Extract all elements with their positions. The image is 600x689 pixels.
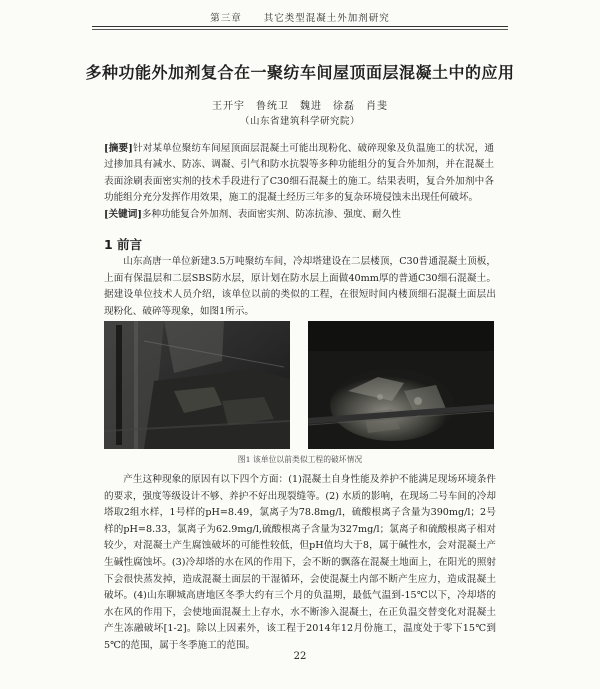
abstract-text: 针对某单位聚纺车间屋顶面层混凝土可能出现粉化、破碎现象及负温施工的状况，通过掺加具有减水、防冻、调凝、引气和防水抗裂等多种功能组分的复合外加剂，并在混凝土表面涂刷表面密实剂的技术手段进行了C30细石混凝土的施工。结果表明，复合外加剂中各功能组分充分发挥作用效果，施工的混凝土经历三年多的复杂环境侵蚀未出现任何破坏。 (104, 143, 494, 204)
photo-damage-left (104, 321, 290, 449)
header-rule (92, 26, 508, 27)
article-affiliation: （山东省建筑科学研究院） (239, 116, 360, 127)
section-heading: 1 前言 (104, 237, 143, 252)
paragraph-causes: 产生这种现象的原因有以下四个方面：(1)混凝土自身性能及养护不能满足现场环境条件的要求，强度等级设计不够、养护不好出现裂缝等。(2) 水质的影响，在现场二号车间的冷却塔取2组水样，1号样的pH=8.49，氯离子为78.8mg/l，硫酸根离子含量为390mg/l；2号样的pH=8.33，氯离子为62.9mg/l,硫酸根离子含量为327mg/l；氯离子和硫酸根离子相对较少，对混凝土产生腐蚀破坏的可能性较低，但pH值均大于8，属于碱性水，会对混凝土产生碱性腐蚀坏。(3)冷却塔的水在风的作用下，会不断的飘落在混凝土地面上，在阳光的照射下会很快蒸发掉，造成混凝土面层的干湿循环，会使混凝土内部不断产生应力，造成混凝土破坏。(4)山东聊城高唐地区冬季大约有三个月的负温期，最低气温到-15℃以下，冷却塔的水在风的作用下，会使地面混凝土上存水，水不断渗入混凝土，在正负温交替变化对混凝土产生冻融破坏[1-2]。除以上因素外，该工程于2014年12月份施工，温度处于零下15℃到5℃的范围，属于冬季施工的范围。 (104, 474, 496, 651)
keywords-label: [关键词] (104, 209, 142, 220)
abstract (104, 141, 494, 207)
header-chapter: 第三章 (210, 13, 242, 24)
article-authors: 王开宇 鲁统卫 魏进 徐磊 肖斐 (212, 101, 388, 112)
keywords (104, 207, 494, 222)
article-title: 多种功能外加剂复合在一聚纺车间屋顶面层混凝土中的应用 (85, 63, 515, 82)
abstract-label: [摘要] (104, 143, 133, 154)
header-section: 其它类型混凝土外加剂研究 (263, 13, 390, 24)
keywords-text: 多种功能复合外加剂、表面密实剂、防冻抗渗、强度、耐久性 (141, 209, 401, 220)
paragraph-intro: 山东高唐一单位新建3.5万吨聚纺车间，冷却塔建设在二层楼顶，C30普通混凝土顶板，上面有保温层和二层SBS防水层，原计划在防水层上面做40mm厚的普通C30细石混凝土。据建设单位技术人员介绍，该单位以前的类似的工程，在很短时间内楼顶细石混凝土面层出现粉化、破碎等现象，如图1所示。 (104, 256, 496, 317)
page-number: 22 (293, 651, 307, 662)
running-header (0, 10, 600, 24)
figure-caption: 图1 该单位以前类似工程的破坏情况 (237, 455, 363, 464)
photo-damage-right (308, 321, 494, 449)
header-rule-thin (92, 29, 508, 30)
